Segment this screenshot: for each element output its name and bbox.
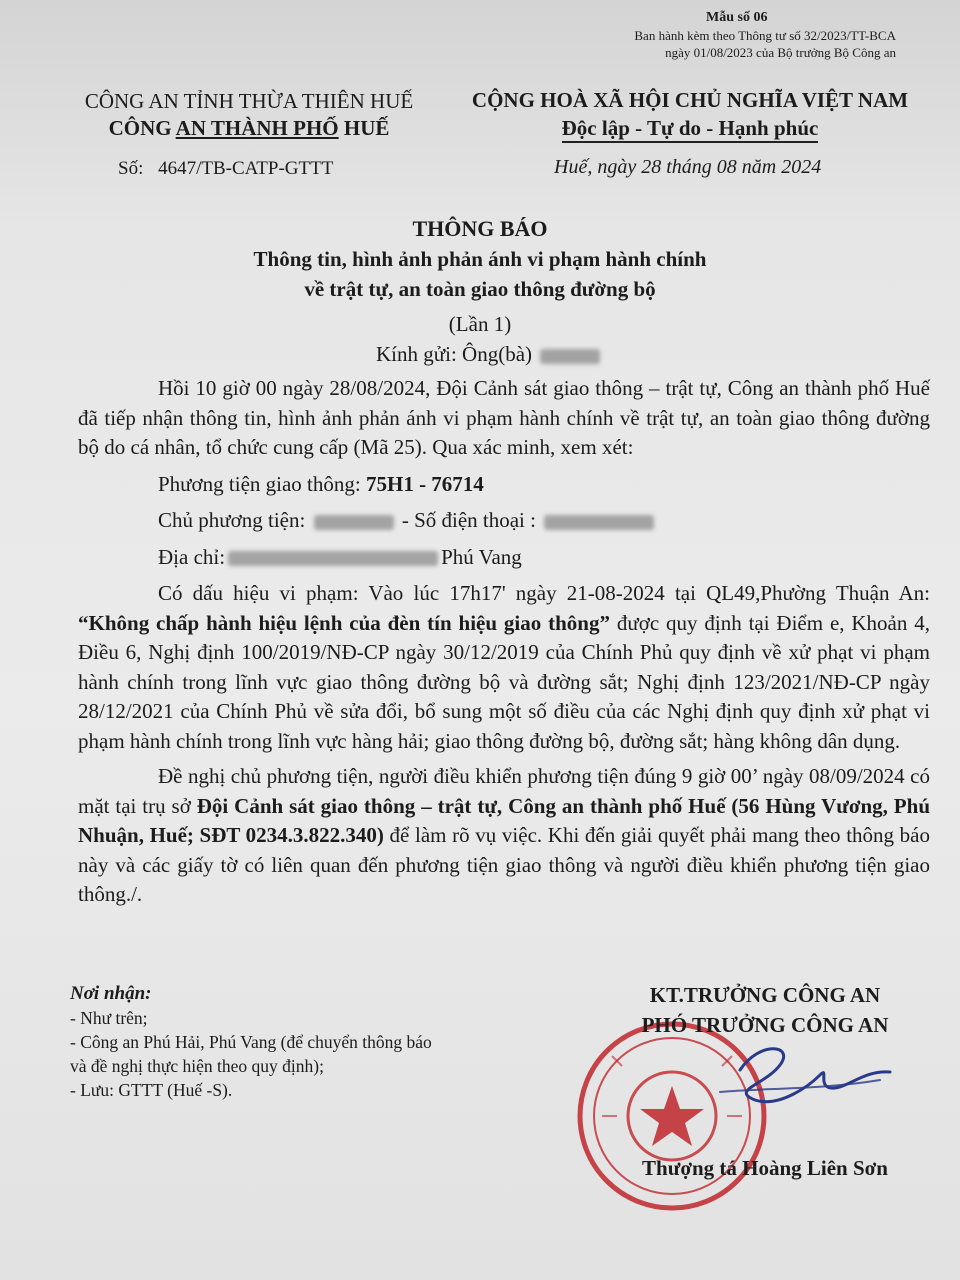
document-subtitle <box>0 244 960 304</box>
recipient-item: - Như trên; <box>70 1008 148 1028</box>
agency-name <box>64 115 434 142</box>
vehicle-label: Phương tiện giao thông: <box>158 471 366 496</box>
agency-name-part-3: HUẾ <box>338 116 390 140</box>
issuing-agency <box>64 88 434 142</box>
violation-name: “Không chấp hành hiệu lệnh của đèn tín hiệu giao thông” <box>78 610 610 635</box>
recipient-item: và đề nghị thực hiện theo quy định); <box>70 1056 324 1076</box>
document-number-value: 4647/TB-CATP-GTTT <box>158 158 334 179</box>
form-reference-line-2: ngày 01/08/2023 của Bộ trưởng Bộ Công an <box>665 45 896 60</box>
owner-label: Chủ phương tiện: <box>158 508 311 532</box>
paragraph-receipt: Hồi 10 giờ 00 ngày 28/08/2024, Đội Cảnh sát giao thông – trật tự, Công an thành phố Huế đã tiếp nhận thông tin, hình ảnh phản ánh vi phạm hành chính về trật tự, an toàn giao thông đường bộ do cá nhân, tổ chức cung cấp (Mã 25). Qua xác minh, xem xét: <box>78 376 930 459</box>
subtitle-line-1: Thông tin, hình ảnh phản ánh vi phạm hành chính <box>253 247 707 271</box>
notice-count: (Lần 1) <box>448 312 512 336</box>
redacted-owner <box>314 515 394 530</box>
request-location: Đội Cảnh sát giao thông – trật tự, Công an thành phố Huế (56 Hùng Vương, Phú Nhuận, Huế; SĐT 0234.3.822.340) <box>78 793 930 847</box>
recipient-item: - Công an Phú Hải, Phú Vang (để chuyển thông báo <box>70 1032 432 1052</box>
vehicle-line <box>78 470 930 500</box>
redacted-name <box>540 349 600 364</box>
motto <box>452 114 928 142</box>
address-tail: Phú Vang <box>441 544 522 569</box>
signer-name: Thượng tá Hoàng Liên Sơn <box>642 1156 888 1180</box>
signature-title-line-2: PHÓ TRƯỞNG CÔNG AN <box>641 1013 889 1037</box>
addressee-label: Kính gửi: Ông(bà) <box>376 342 533 366</box>
redacted-address <box>228 551 438 566</box>
violation-legal-basis: được quy định tại Điểm e, Khoản 4, Điều 6, Nghị định 100/2019/NĐ-CP ngày 30/12/2019 của Chính Phủ quy định về xử phạt vi phạm hành chính trong lĩnh vực giao thông đường bộ và đường sắt; Nghị định 123/2021/NĐ-CP ngày 28/12/2021 của Chính Phủ về sửa đổi, bổ sung một số điều của các Nghị định quy định xử phạt vi phạm hành chính trong lĩnh vực hàng hải; giao thông đường bộ, đường sắt; hàng không dân dụng. <box>78 610 930 753</box>
recipients-block <box>70 982 540 1102</box>
phone-label: - Số điện thoại : <box>396 508 542 532</box>
request-intro: Đề nghị chủ phương tiện, người điều khiển phương tiện đúng 9 giờ 00’ ngày 08/09/2024 có mặt tại trụ sở <box>78 764 930 818</box>
notice-body <box>78 374 930 910</box>
form-reference <box>576 27 896 61</box>
address-label: Địa chỉ: <box>158 544 226 569</box>
document-title: THÔNG BÁO <box>412 216 548 241</box>
nation-name: CỘNG HOÀ XÃ HỘI CHỦ NGHĨA VIỆT NAM <box>471 88 909 112</box>
recipient-item: - Lưu: GTTT (Huế -S). <box>70 1080 233 1100</box>
signature-title-line-1: KT.TRƯỞNG CÔNG AN <box>649 983 881 1007</box>
agency-parent: CÔNG AN TỈNH THỪA THIÊN HUẾ <box>84 89 414 113</box>
request-end: để làm rõ vụ việc. Khi đến giải quyết phải mang theo thông báo này và các giấy tờ có liên quan đến phương tiện giao thông và người điều khiển phương tiện giao thông./. <box>78 823 930 906</box>
addressee <box>376 342 603 367</box>
document-date: Huế, ngày 28 tháng 08 năm 2024 <box>554 156 822 178</box>
paragraph-request <box>78 762 930 910</box>
violation-intro: Có dấu hiệu vi phạm: Vào lúc 17h17' ngày 21-08-2024 tại QL49,Phường Thuận An: <box>158 581 930 605</box>
document-number-label: Số: <box>118 158 144 179</box>
national-motto <box>452 86 928 142</box>
address-line <box>78 543 930 573</box>
form-reference-line-1: Ban hành kèm theo Thông tư số 32/2023/TT-BCA <box>634 28 896 43</box>
form-number: Mẫu số 06 <box>706 10 768 25</box>
handwritten-signature <box>700 1030 900 1120</box>
vehicle-plate: 75H1 - 76714 <box>365 471 484 496</box>
owner-line <box>78 506 930 536</box>
document-number <box>118 158 333 180</box>
paragraph-violation <box>78 579 930 756</box>
subtitle-line-2: về trật tự, an toàn giao thông đường bộ <box>304 277 656 301</box>
signature-title <box>600 980 930 1040</box>
agency-name-part-2: AN THÀNH PHỐ <box>175 116 339 140</box>
recipients-heading: Nơi nhận: <box>70 983 152 1004</box>
agency-name-part-1: CÔNG <box>108 116 176 140</box>
redacted-phone <box>544 515 654 530</box>
motto-text: Độc lập - Tự do - Hạnh phúc <box>562 116 819 143</box>
